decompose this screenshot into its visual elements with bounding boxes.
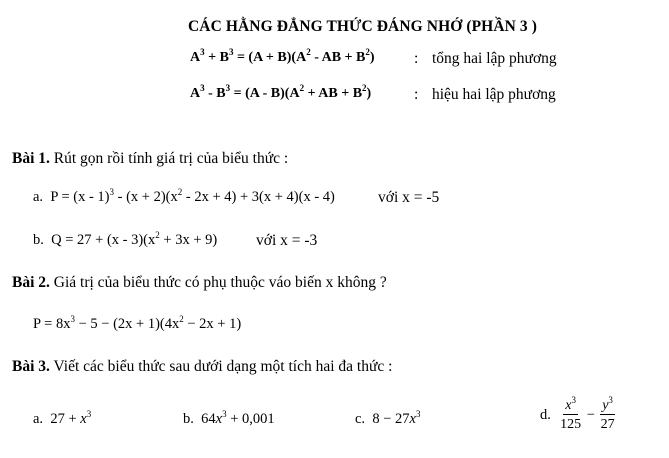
identity-sum-desc: tổng hai lập phương <box>432 50 557 67</box>
page-title: CÁC HẰNG ĐẲNG THỨC ĐÁNG NHỚ (PHẦN 3 ) <box>188 18 537 35</box>
exercise-3-label: Bài 3. <box>12 358 50 375</box>
identity-colon: : <box>414 86 419 103</box>
exercise-3-text: Viết các biểu thức sau dưới dạng một tích hai đa thức : <box>53 358 393 375</box>
exercise-3c: c. $8 - 27x^3$ <box>355 409 421 427</box>
identity-diff-desc: hiệu hai lập phương <box>432 86 556 103</box>
exercise-2-heading <box>12 274 387 292</box>
exercise-1-label: Bài 1. <box>12 150 50 167</box>
exercise-1a: a. $P = (x - 1)^3 - (x + 2)(x^2 - 2x + 4) + 3(x + 4)(x - 4)$ <box>33 187 335 205</box>
identity-sum-of-cubes: $A^3 + B^3 = (A + B)(A^2$ - AB + $B^2$) <box>190 47 375 65</box>
exercise-3d: d. $\frac{x^3}{125}$ − $\frac{y^3}{27}$ <box>540 395 615 433</box>
exercise-1-heading <box>12 150 288 168</box>
identity-diff-of-cubes: $A^3 - B^3 = (A - B)(A^2$ + AB + $B^2$) <box>190 83 372 101</box>
exercise-3a: a. $27 + x^3$ <box>33 409 92 427</box>
exercise-3-heading <box>12 358 392 376</box>
exercise-3b: b. $64x^3 + 0,001$ <box>183 409 275 427</box>
fraction-y3-over-27: $\frac{y^3}{27}$ <box>600 395 615 433</box>
exercise-1b-condition: với x = -3 <box>256 232 318 249</box>
exercise-2-expression: $P = 8x^3 - 5 - (2x + 1)(4x^2 - 2x + 1)$ <box>33 314 242 332</box>
exercise-1-text: Rút gọn rồi tính giá trị của biểu thức : <box>53 150 289 167</box>
exercise-2-label: Bài 2. <box>12 274 50 291</box>
fraction-x3-over-125: $\frac{x^3}{125}$ <box>560 395 582 433</box>
exercise-2-text: Giá trị của biểu thức có phụ thuộc váo biến x không ? <box>53 274 387 291</box>
identity-colon: : <box>414 50 419 67</box>
exercise-1a-condition: với x = -5 <box>378 189 440 206</box>
exercise-1b: b. $Q = 27 + (x - 3)(x^2 + 3x + 9)$ <box>33 230 218 248</box>
